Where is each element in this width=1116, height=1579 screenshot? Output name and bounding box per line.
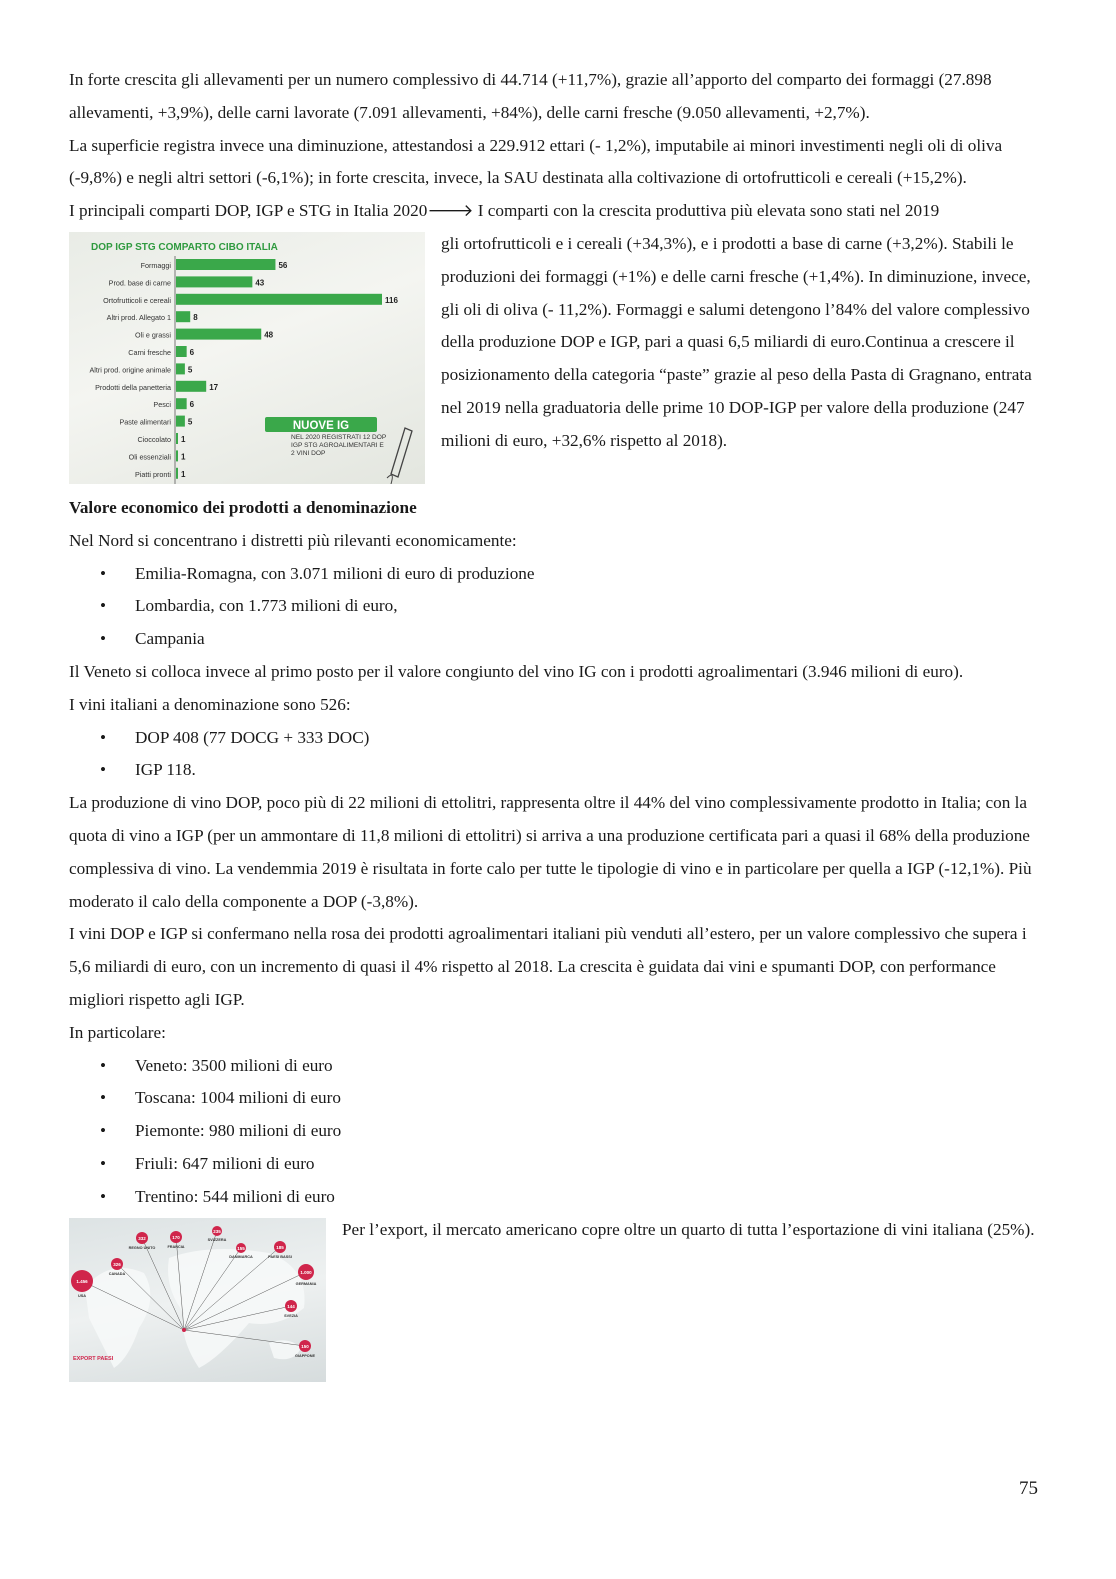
dop-igp-stg-bar-chart [69,232,425,484]
category-label: Formaggi [140,260,171,270]
country-label: CANADA [108,1271,126,1276]
bar-value-label: 43 [255,278,265,288]
bar [176,259,275,270]
export-map-svg [69,1218,326,1382]
category-label: Prodotti della panetteria [95,382,171,392]
bar [176,311,190,322]
badge-text: NEL 2020 REGISTRATI 12 DOP IGP STG AGROALIMENTARI E 2 VINI DOP [291,433,387,458]
bar-chart-svg [69,232,425,484]
paragraph-comparti: I principali comparti DOP, IGP e STG in Italia 2020🡒 I comparti con la crescita produttiva più elevata sono stati nel 2019 [69,201,940,221]
paragraph-export: Per l’export, il mercato americano copre oltre un quarto di tutta l’esportazione di vini italiana (25%). [342,1219,1035,1239]
bar-value-label: 5 [187,417,193,427]
pencil-icon [391,428,412,477]
country-label: USA [77,1293,87,1298]
list-item: • DOP 408 (77 DOCG + 333 DOC) [69,722,1044,755]
country-value: 144 [287,1303,295,1309]
bar [176,468,178,479]
list-item: • Emilia-Romagna, con 3.071 milioni di euro di produzione [69,558,1044,591]
paragraph-veneto: Il Veneto si colloca invece al primo posto per il valore congiunto del vino IG con i prodotti agroalimentari (3.946 milioni di euro). [69,661,964,681]
regions-list [69,558,1044,656]
bar [176,363,185,374]
list-item: • Veneto: 3500 milioni di euro [69,1050,1044,1083]
bar [176,294,382,305]
bar-value-label: 5 [187,365,193,375]
bar [176,381,206,392]
bar-value-label: 8 [193,313,198,323]
bar [176,329,261,340]
category-label: Pesci [153,400,171,410]
category-label: Carni fresche [128,347,171,357]
paragraph-nord: Nel Nord si concentrano i distretti più rilevanti economicamente: [69,530,517,550]
export-list [69,1050,1044,1214]
bar [176,416,185,427]
country-value: 326 [113,1261,121,1267]
paragraph-allevamenti: In forte crescita gli allevamenti per un numero complessivo di 44.714 (+11,7%), grazie all’apporto del comparto dei formaggi (27.898 allevamenti, +3,9%), delle carni lavorate (7.091 allevamenti, +84%), delle carni fresche (9.050 allevamenti, +2,7%). [69,70,992,122]
paragraph-vini: I vini italiani a denominazione sono 526: [69,694,351,714]
bar-value-label: 17 [209,382,219,392]
category-label: Prod. base di carne [108,278,171,288]
category-label: Paste alimentari [119,417,171,427]
chart-title: DOP IGP STG COMPARTO CIBO ITALIA [91,241,278,253]
bar-value-label: 48 [264,330,274,340]
paragraph-crescita: gli ortofrutticoli e i cereali (+34,3%), e i prodotti a base di carne (+3,2%). Stabili le produzioni dei formaggi (+1%) e delle carni fresche (+1,4%). In diminuzione, invece, gli oli di oliva (- 11,2%). Formaggi e salumi detengono l’84% del valore complessivo della produzione DOP e IGP, pari a quasi 6,5 miliardi di euro.Continua a crescere il posizionamento della categoria “paste” grazie al peso della Pasta di Gragnano, entrata nel 2019 nella graduatoria delle prime 10 DOP-IGP per valore della produzione (247 milioni di euro, +32,6% rispetto al 2018). [441,233,1032,450]
bar [176,433,178,444]
country-value: 170 [172,1234,180,1240]
bar-value-label: 1 [181,434,186,444]
pencil-scribble [387,475,392,484]
map-caption: EXPORT PAESI [73,1355,114,1362]
wines-list [69,722,1044,788]
list-item: • Toscana: 1004 milioni di euro [69,1082,1044,1115]
bar [176,276,252,287]
bar [176,346,187,357]
section-heading: Valore economico dei prodotti a denominazione [69,497,417,517]
paragraph-particolare: In particolare: [69,1022,166,1042]
country-value: 1.456 [76,1278,88,1284]
document-page [69,64,1044,1390]
list-item: • Campania [69,623,1044,656]
country-label: FRANCIA [167,1244,185,1249]
country-label: SVEZIA [284,1313,298,1318]
list-item: • IGP 118. [69,754,1044,787]
bar [176,450,178,461]
category-label: Altri prod. origine animale [89,365,171,375]
badge-title: NUOVE IG [292,419,350,432]
bar-value-label: 1 [181,469,186,479]
continent-americas [85,1268,150,1368]
list-item: • Trentino: 544 milioni di euro [69,1181,1044,1214]
country-label: SVIZZERA [207,1237,227,1242]
bar-value-label: 6 [189,400,195,410]
page-number: 75 [1019,1478,1038,1499]
list-item: • Piemonte: 980 milioni di euro [69,1115,1044,1148]
country-value: 185 [276,1244,284,1250]
country-value: 150 [301,1343,309,1349]
country-value: 332 [138,1235,146,1241]
country-label: DANIMARCA [229,1254,253,1259]
category-label: Oli essenziali [128,452,171,462]
category-label: Altri prod. Allegato 1 [106,313,171,323]
bar-value-label: 56 [278,260,288,270]
bar-value-label: 6 [189,347,195,357]
paragraph-superficie: La superficie registra invece una diminuzione, attestandosi a 229.912 ettari (- 1,2%), imputabile ai minori investimenti negli oli di oliva (-9,8%) e negli altri settori (-6,1%); in forte crescita, invece, la SAU destinata alla coltivazione di ortofrutticoli e cereali (+15,2%). [69,135,1003,188]
country-value: 155 [237,1245,245,1251]
category-label: Oli e grassi [135,330,171,340]
bar [176,398,187,409]
country-value: 1.000 [300,1269,312,1275]
country-label: REGNO UNITO [128,1245,156,1250]
category-label: Cioccolato [137,434,171,444]
bar-value-label: 116 [385,295,398,305]
italy-hub [182,1328,186,1332]
list-item: • Lombardia, con 1.773 milioni di euro, [69,590,1044,623]
export-map-image [69,1218,326,1382]
paragraph-produzione: La produzione di vino DOP, poco più di 22 milioni di ettolitri, rappresenta oltre il 44% del vino complessivamente prodotto in Italia; con la quota di vino a IGP (per un ammontare di 11,8 milioni di ettolitri) si arriva a una produzione certificata pari a quasi il 68% della produzione complessiva di vino. La vendemmia 2019 è risultata in forte calo per tutte le tipologie di vino e in particolare per quella a IGP (-12,1%). Più moderato il calo della componente a DOP (-3,8%). [69,793,1032,911]
country-label: GERMANIA [295,1281,317,1286]
country-label: GIAPPONE [294,1353,316,1358]
country-value: 235 [213,1228,221,1234]
paragraph-estero: I vini DOP e IGP si confermano nella rosa dei prodotti agroalimentari italiani più venduti all’estero, per un valore complessivo che supera i 5,6 miliardi di euro, con un incremento di quasi il 4% rispetto al 2018. La crescita è guidata dai vini e spumanti DOP, con performance migliori rispetto agli IGP. [69,924,1027,1009]
bar-value-label: 1 [181,452,186,462]
badge-text-box [291,434,387,478]
category-label: Ortofrutticoli e cereali [103,295,171,305]
category-label: Piatti pronti [135,469,171,479]
list-item: • Friuli: 647 milioni di euro [69,1148,1044,1181]
country-label: PAESI BASSI [268,1254,292,1259]
